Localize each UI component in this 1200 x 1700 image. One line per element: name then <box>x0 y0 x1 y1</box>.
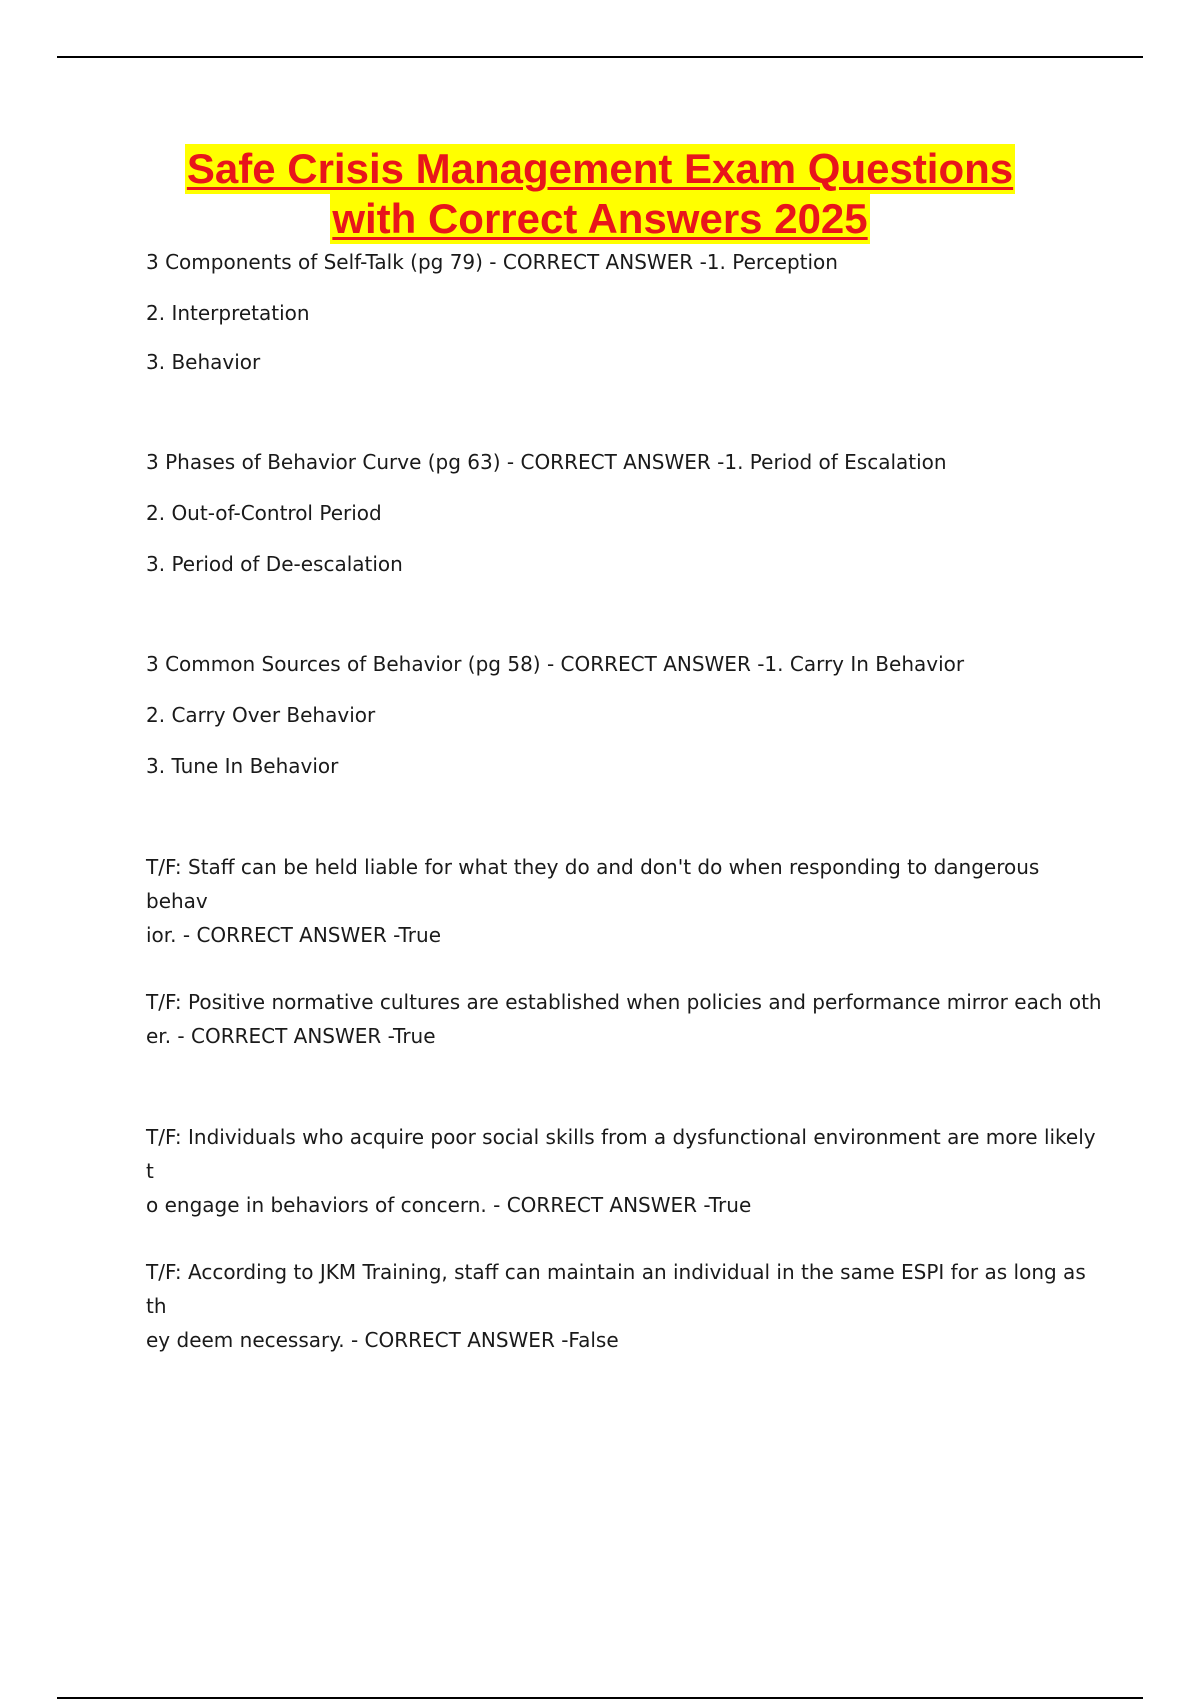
answer-line: 3. Period of De-escalation <box>146 552 403 576</box>
question-line: o engage in behaviors of concern. - CORRECT ANSWER -True <box>146 1193 752 1217</box>
answer-line: 2. Interpretation <box>146 301 310 325</box>
top-rule <box>57 56 1143 58</box>
question-line: T/F: According to JKM Training, staff can maintain an individual in the same ESPI for as long as th <box>146 1260 1086 1318</box>
question-normative-cultures <box>146 985 1106 1053</box>
question-line: ey deem necessary. - CORRECT ANSWER -False <box>146 1328 619 1352</box>
question-line: er. - CORRECT ANSWER -True <box>146 1024 436 1048</box>
question-line: T/F: Individuals who acquire poor social skills from a dysfunctional environment are more likely t <box>146 1125 1096 1183</box>
document-title <box>0 144 1200 244</box>
answer-line: 3. Tune In Behavior <box>146 754 339 778</box>
question-sources-of-behavior: 3 Common Sources of Behavior (pg 58) - CORRECT ANSWER -1. Carry In Behavior <box>146 652 965 676</box>
question-self-talk: 3 Components of Self-Talk (pg 79) - CORRECT ANSWER -1. Perception <box>146 250 838 274</box>
question-behavior-curve: 3 Phases of Behavior Curve (pg 63) - CORRECT ANSWER -1. Period of Escalation <box>146 450 947 474</box>
question-line: ior. - CORRECT ANSWER -True <box>146 923 442 947</box>
question-espi-duration <box>146 1255 1106 1357</box>
question-staff-liable <box>146 850 1106 952</box>
title-line-2: with Correct Answers 2025 <box>332 195 868 242</box>
title-line-1: Safe Crisis Management Exam Questions <box>186 145 1014 192</box>
answer-line: 2. Carry Over Behavior <box>146 703 376 727</box>
answer-line: 2. Out-of-Control Period <box>146 501 382 525</box>
question-line: T/F: Positive normative cultures are established when policies and performance mirror each oth <box>146 990 1102 1014</box>
question-line: T/F: Staff can be held liable for what they do and don't do when responding to dangerous behav <box>146 855 1040 913</box>
bottom-rule <box>57 1697 1143 1699</box>
answer-line: 3. Behavior <box>146 350 261 374</box>
question-poor-social-skills <box>146 1120 1106 1222</box>
